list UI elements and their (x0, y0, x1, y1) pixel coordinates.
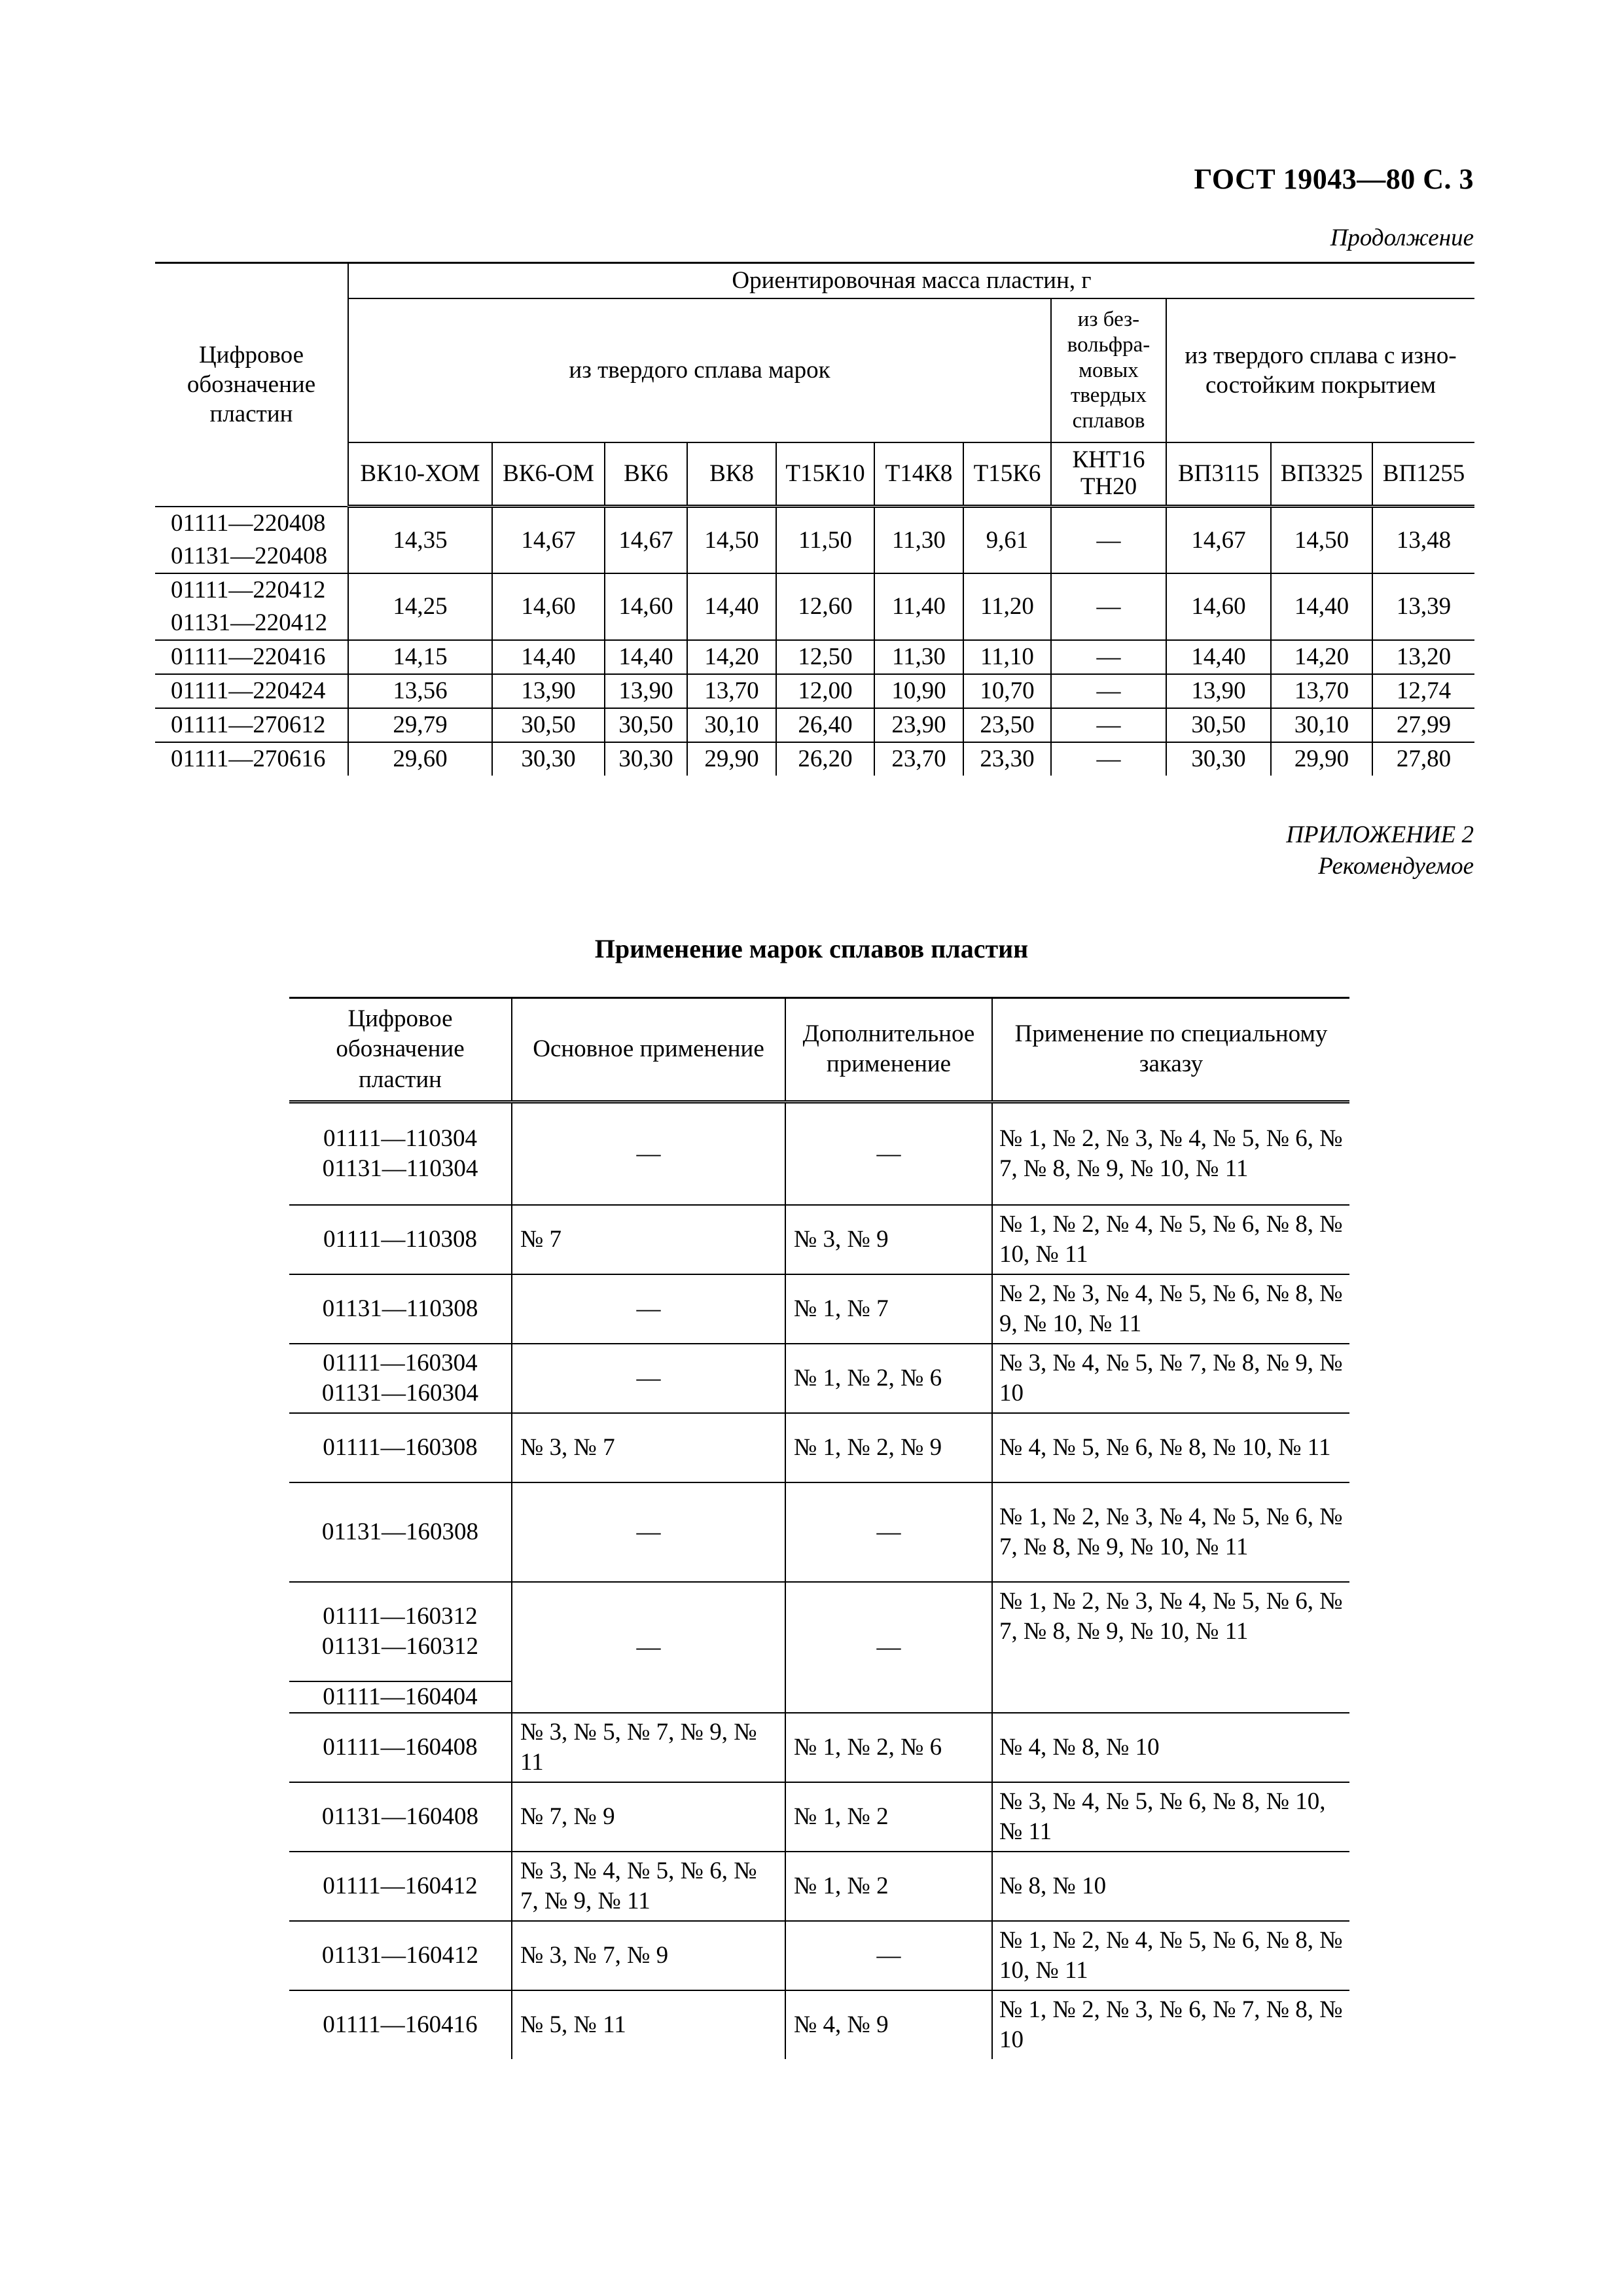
main-application: № 3, № 5, № 7, № 9, № 11 (512, 1713, 785, 1782)
mass-value: 30,10 (1271, 708, 1372, 742)
plate-code: 01111—270616 (155, 742, 348, 776)
mass-value: 14,67 (1166, 507, 1271, 573)
mass-value: 23,30 (963, 742, 1051, 776)
grade-header: ВК10-ХОМ (348, 442, 492, 507)
mass-value: 11,10 (963, 640, 1051, 674)
mass-value: 14,67 (492, 507, 605, 573)
additional-application: № 4, № 9 (785, 1990, 992, 2059)
mass-value: 29,79 (348, 708, 492, 742)
data-row (289, 1713, 1349, 1782)
group-coated: из твердого сплава с изно-состойким покрытием (1166, 298, 1474, 442)
group-nontungsten: из без-вольфра-мовых твердых сплавов (1051, 298, 1166, 442)
mass-value: 30,30 (1166, 742, 1271, 776)
grade-header: Т15К6 (963, 442, 1051, 507)
mass-value: 14,40 (492, 640, 605, 674)
additional-application: № 1, № 2, № 6 (785, 1344, 992, 1413)
mass-value: 14,50 (1271, 507, 1372, 573)
mass-value: 12,50 (776, 640, 874, 674)
data-row (155, 742, 1474, 776)
mass-value: 12,74 (1372, 674, 1474, 708)
plate-code-cell (289, 1102, 512, 1205)
plate-code: 01131—160312 (321, 1632, 479, 1660)
plate-code: 01111—160304 (323, 1349, 478, 1376)
main-application: № 7 (512, 1205, 785, 1274)
mass-value: 29,90 (1271, 742, 1372, 776)
plate-code-cell (289, 1344, 512, 1413)
data-row (289, 1852, 1349, 1921)
plate-code: 01131—110308 (322, 1295, 478, 1322)
main-header: Основное применение (512, 998, 785, 1102)
plate-code: 01131—160412 (321, 1941, 479, 1969)
mass-value: 14,25 (348, 573, 492, 640)
mass-value: 23,50 (963, 708, 1051, 742)
header-row (289, 998, 1349, 1102)
main-application: № 5, № 11 (512, 1990, 785, 2059)
mass-value: 14,20 (687, 640, 776, 674)
data-row (289, 1205, 1349, 1274)
mass-value: 11,30 (874, 507, 963, 573)
data-row (289, 1990, 1349, 2059)
plate-code: 01111—110308 (323, 1225, 477, 1253)
plate-code: 01111—160404 (289, 1681, 512, 1713)
grade-header: ВК6-ОМ (492, 442, 605, 507)
mass-value: 14,40 (687, 573, 776, 640)
grade-header: ВП3325 (1271, 442, 1372, 507)
plate-code: 01111—110304 (323, 1124, 477, 1152)
additional-application: № 1, № 7 (785, 1274, 992, 1344)
special-application: № 3, № 4, № 5, № 7, № 8, № 9, № 10 (992, 1344, 1349, 1413)
main-application: — (512, 1102, 785, 1205)
mass-value: 14,60 (605, 573, 687, 640)
appendix-block (1286, 819, 1474, 882)
mass-value: 11,40 (874, 573, 963, 640)
plate-code: 01131—160304 (321, 1379, 479, 1407)
mass-value: 29,60 (348, 742, 492, 776)
page-header: ГОСТ 19043—80 С. 3 (1194, 163, 1474, 195)
alloy-application-table (289, 997, 1349, 2059)
main-application: № 7, № 9 (512, 1782, 785, 1852)
special-application: № 1, № 2, № 4, № 5, № 6, № 8, № 10, № 11 (992, 1205, 1349, 1274)
grade-row (155, 442, 1474, 507)
mass-value: 30,10 (687, 708, 776, 742)
mass-value: 14,40 (1166, 640, 1271, 674)
plate-code: 01131—160408 (321, 1803, 479, 1830)
mass-value: 23,70 (874, 742, 963, 776)
mass-value: 13,90 (492, 674, 605, 708)
grade-header: ВК6 (605, 442, 687, 507)
data-row (155, 507, 1474, 540)
plate-code: 01111—270612 (155, 708, 348, 742)
plate-code: 01111—160412 (323, 1872, 478, 1899)
mass-value: 30,50 (492, 708, 605, 742)
mass-value: 11,20 (963, 573, 1051, 640)
special-application: № 1, № 2, № 3, № 4, № 5, № 6, № 7, № 8, № 9, № 10, № 11 (992, 1102, 1349, 1205)
mass-value: 14,67 (605, 507, 687, 573)
group-hard-alloy: из твердого сплава марок (348, 298, 1051, 442)
mass-value: 29,90 (687, 742, 776, 776)
special-application: № 2, № 3, № 4, № 5, № 6, № 8, № 9, № 10, № 11 (992, 1274, 1349, 1344)
mass-value: 9,61 (963, 507, 1051, 573)
mass-value: — (1051, 674, 1166, 708)
main-application: № 3, № 7 (512, 1413, 785, 1482)
additional-application: № 1, № 2 (785, 1782, 992, 1852)
mass-value: 14,60 (492, 573, 605, 640)
plate-code-cell (289, 1482, 512, 1582)
additional-application: № 1, № 2, № 9 (785, 1413, 992, 1482)
special-application: № 1, № 2, № 3, № 6, № 7, № 8, № 10 (992, 1990, 1349, 2059)
additional-header: Дополнительное применение (785, 998, 992, 1102)
mass-value: 30,30 (605, 742, 687, 776)
special-header: Применение по специальному заказу (992, 998, 1349, 1102)
mass-value: 11,30 (874, 640, 963, 674)
main-application: — (512, 1274, 785, 1344)
mass-value: 14,35 (348, 507, 492, 573)
mass-value: 27,99 (1372, 708, 1474, 742)
additional-application: — (785, 1921, 992, 1990)
main-application: — (512, 1582, 785, 1713)
mass-value: 14,50 (687, 507, 776, 573)
additional-application: — (785, 1102, 992, 1205)
mass-value: — (1051, 708, 1166, 742)
plate-code: 01111—160416 (323, 2011, 478, 2038)
main-application: № 3, № 4, № 5, № 6, № 7, № 9, № 11 (512, 1852, 785, 1921)
plate-code: 01131—220408 (155, 540, 348, 573)
plate-code: 01111—160308 (323, 1433, 478, 1461)
plate-code: 01111—220424 (155, 674, 348, 708)
data-row (155, 640, 1474, 674)
mass-value: 27,80 (1372, 742, 1474, 776)
mass-value: 13,90 (605, 674, 687, 708)
plate-code: 01131—160308 (321, 1518, 479, 1545)
mass-value: 13,70 (687, 674, 776, 708)
appendix-label: ПРИЛОЖЕНИЕ 2 (1286, 821, 1474, 848)
grade-header: Т15К10 (776, 442, 874, 507)
special-application: № 8, № 10 (992, 1852, 1349, 1921)
grade-header: КНТ16 ТН20 (1051, 442, 1166, 507)
plate-code-cell (289, 1782, 512, 1852)
mass-value: 13,39 (1372, 573, 1474, 640)
main-application: — (512, 1344, 785, 1413)
mass-value: 14,60 (1166, 573, 1271, 640)
additional-application: — (785, 1482, 992, 1582)
data-row (289, 1413, 1349, 1482)
mass-value: 30,30 (492, 742, 605, 776)
plate-code: 01111—160312 (323, 1602, 478, 1630)
continuation-label: Продолжение (1330, 224, 1474, 251)
plate-code: 01111—220408 (155, 507, 348, 540)
data-row (155, 708, 1474, 742)
code-column-header: Цифровое обозначение пластин (155, 263, 348, 507)
plate-code-cell (289, 1205, 512, 1274)
mass-value: 13,56 (348, 674, 492, 708)
additional-application: № 1, № 2 (785, 1852, 992, 1921)
plate-code-cell (289, 1713, 512, 1782)
mass-value: 11,50 (776, 507, 874, 573)
mass-value: 13,20 (1372, 640, 1474, 674)
special-application: № 1, № 2, № 3, № 4, № 5, № 6, № 7, № 8, № 9, № 10, № 11 (992, 1482, 1349, 1582)
main-application: № 3, № 7, № 9 (512, 1921, 785, 1990)
grade-header: ВК8 (687, 442, 776, 507)
data-row (155, 674, 1474, 708)
mass-value: 13,70 (1271, 674, 1372, 708)
data-row (155, 573, 1474, 607)
additional-application: № 3, № 9 (785, 1205, 992, 1274)
plate-code-cell (289, 1582, 512, 1681)
mass-table (155, 262, 1474, 776)
mass-value: 12,00 (776, 674, 874, 708)
special-application: № 4, № 8, № 10 (992, 1713, 1349, 1782)
special-application: № 4, № 5, № 6, № 8, № 10, № 11 (992, 1413, 1349, 1482)
plate-code-cell (289, 1413, 512, 1482)
mass-value: 23,90 (874, 708, 963, 742)
mass-value: — (1051, 573, 1166, 640)
plate-code: 01111—220416 (155, 640, 348, 674)
mass-value: 10,70 (963, 674, 1051, 708)
plate-code: 01131—110304 (322, 1155, 478, 1182)
plate-code-cell (289, 1990, 512, 2059)
grade-header: ВП3115 (1166, 442, 1271, 507)
special-application: № 1, № 2, № 4, № 5, № 6, № 8, № 10, № 11 (992, 1921, 1349, 1990)
plate-code-cell (289, 1852, 512, 1921)
data-row (289, 1102, 1349, 1205)
mass-value: 12,60 (776, 573, 874, 640)
mass-value: — (1051, 742, 1166, 776)
table2-title: Применение марок сплавов пластин (594, 934, 1029, 963)
data-row (289, 1274, 1349, 1344)
main-application: — (512, 1482, 785, 1582)
mass-value: 26,20 (776, 742, 874, 776)
mass-value: 13,48 (1372, 507, 1474, 573)
code-header: Цифровое обозначение пластин (289, 998, 512, 1102)
mass-value: — (1051, 507, 1166, 573)
data-row (289, 1921, 1349, 1990)
mass-value: 10,90 (874, 674, 963, 708)
grade-header: ВП1255 (1372, 442, 1474, 507)
plate-code: 01111—160408 (323, 1733, 478, 1761)
mass-value: 14,40 (1271, 573, 1372, 640)
special-application: № 3, № 4, № 5, № 6, № 8, № 10, № 11 (992, 1782, 1349, 1852)
plate-code: 01111—220412 (155, 573, 348, 607)
mass-value: 13,90 (1166, 674, 1271, 708)
data-row (289, 1582, 1349, 1681)
additional-application: — (785, 1582, 992, 1713)
data-row (289, 1344, 1349, 1413)
mass-value: 30,50 (1166, 708, 1271, 742)
mass-header: Ориентировочная масса пластин, г (348, 263, 1474, 299)
additional-application: № 1, № 2, № 6 (785, 1713, 992, 1782)
plate-code-cell (289, 1274, 512, 1344)
mass-value: 14,40 (605, 640, 687, 674)
plate-code-cell (289, 1921, 512, 1990)
header-row (155, 263, 1474, 299)
data-row (289, 1782, 1349, 1852)
group-header-row (155, 298, 1474, 442)
plate-code: 01131—220412 (155, 607, 348, 640)
mass-value: 30,50 (605, 708, 687, 742)
appendix-status: Рекомендуемое (1318, 853, 1474, 880)
mass-value: 14,20 (1271, 640, 1372, 674)
mass-value: 26,40 (776, 708, 874, 742)
special-application: № 1, № 2, № 3, № 4, № 5, № 6, № 7, № 8, № 9, № 10, № 11 (992, 1582, 1349, 1713)
grade-header: Т14К8 (874, 442, 963, 507)
data-row (289, 1482, 1349, 1582)
mass-value: 14,15 (348, 640, 492, 674)
mass-value: — (1051, 640, 1166, 674)
